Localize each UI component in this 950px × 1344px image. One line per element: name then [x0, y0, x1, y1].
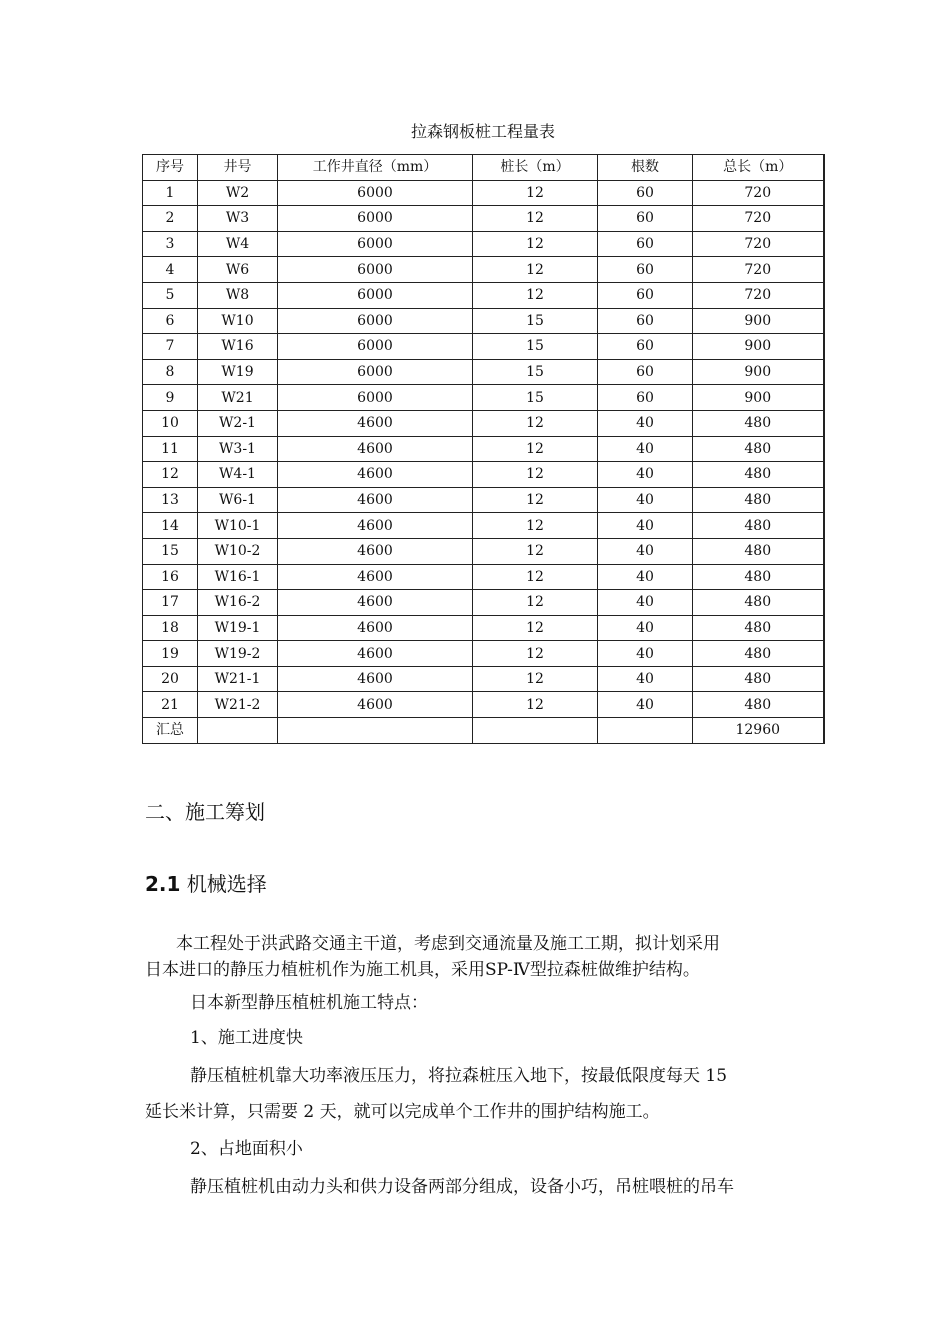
table-cell: 12 [473, 538, 598, 564]
table-cell: 4600 [278, 641, 473, 667]
table-cell: 40 [598, 564, 693, 590]
table-cell: 60 [598, 231, 693, 257]
table-cell: W6-1 [198, 487, 278, 513]
table-cell: 12 [473, 462, 598, 488]
table-cell: 4600 [278, 666, 473, 692]
table-row [143, 692, 824, 718]
table-cell: 480 [693, 487, 824, 513]
table-cell: 900 [693, 385, 824, 411]
table-cell: 1 [143, 180, 198, 206]
table-cell: 19 [143, 641, 198, 667]
table-cell [198, 718, 278, 744]
table-row [143, 231, 824, 257]
table-row [143, 462, 824, 488]
table-cell: 9 [143, 385, 198, 411]
table-row [143, 308, 824, 334]
table-title: 拉森钢板桩工程量表 [410, 122, 555, 141]
table-cell: 15 [143, 538, 198, 564]
table-cell: 40 [598, 666, 693, 692]
table-cell: 6000 [278, 257, 473, 283]
table-cell: 4600 [278, 436, 473, 462]
table-row [143, 641, 824, 667]
table-cell: 15 [473, 359, 598, 385]
table-cell: 4600 [278, 590, 473, 616]
table-cell: 12 [473, 590, 598, 616]
table-cell: 6000 [278, 359, 473, 385]
table-row [143, 487, 824, 513]
table-row [143, 590, 824, 616]
table-cell: 16 [143, 564, 198, 590]
subsection-title: 机械选择 [186, 872, 267, 896]
table-cell: W6 [198, 257, 278, 283]
table-cell: 40 [598, 462, 693, 488]
table-cell: 5 [143, 282, 198, 308]
table-cell: 13 [143, 487, 198, 513]
table-cell: W3 [198, 206, 278, 232]
table-cell: 6000 [278, 180, 473, 206]
table-row [143, 513, 824, 539]
table-cell [473, 718, 598, 744]
list-item-title: 1、施工进度快 [190, 1028, 303, 1048]
table-header-row [143, 155, 824, 181]
table-cell: W2 [198, 180, 278, 206]
table-cell: 480 [693, 410, 824, 436]
table-cell: 6000 [278, 385, 473, 411]
table-cell: 12 [473, 410, 598, 436]
table-cell: 40 [598, 641, 693, 667]
table-row [143, 180, 824, 206]
table-row [143, 615, 824, 641]
table-cell: 900 [693, 334, 824, 360]
table-cell: 6000 [278, 282, 473, 308]
table-cell: 18 [143, 615, 198, 641]
table-cell: W19-2 [198, 641, 278, 667]
header-cell: 序号 [143, 155, 198, 181]
table-cell: W16-1 [198, 564, 278, 590]
paragraph-line: 延长米计算，只需要 2 天，就可以完成单个工作井的围护结构施工。 [145, 1102, 660, 1122]
table-row [143, 436, 824, 462]
header-cell: 总长（m） [693, 155, 824, 181]
table-cell: 12960 [693, 718, 824, 744]
table-cell: 720 [693, 257, 824, 283]
table-cell: 12 [473, 513, 598, 539]
table-cell: W8 [198, 282, 278, 308]
table-cell: 4600 [278, 410, 473, 436]
table-cell: W4-1 [198, 462, 278, 488]
table-cell: 4600 [278, 564, 473, 590]
table-cell: 12 [473, 692, 598, 718]
table-cell: 6000 [278, 206, 473, 232]
table-row [143, 206, 824, 232]
table-cell: 40 [598, 487, 693, 513]
table-cell: 480 [693, 513, 824, 539]
table-row [143, 282, 824, 308]
table-cell: W21-1 [198, 666, 278, 692]
table-cell: 3 [143, 231, 198, 257]
subsection-heading [145, 870, 267, 898]
table-cell: 7 [143, 334, 198, 360]
table-cell: 12 [143, 462, 198, 488]
paragraph-line: 静压植桩机由动力头和供力设备两部分组成，设备小巧，吊桩喂桩的吊车 [190, 1177, 734, 1197]
header-cell: 井号 [198, 155, 278, 181]
table-cell: 12 [473, 180, 598, 206]
table-cell: 480 [693, 692, 824, 718]
table-cell: 60 [598, 385, 693, 411]
table-cell: 12 [473, 487, 598, 513]
table-cell: 12 [473, 282, 598, 308]
table-cell: 40 [598, 513, 693, 539]
table-cell: 480 [693, 564, 824, 590]
table-cell: W19-1 [198, 615, 278, 641]
table-cell: W21 [198, 385, 278, 411]
table-cell: 8 [143, 359, 198, 385]
table-cell: 4600 [278, 513, 473, 539]
table-cell: 4600 [278, 615, 473, 641]
table-cell: W16-2 [198, 590, 278, 616]
table-cell: 15 [473, 385, 598, 411]
quantity-table [142, 154, 825, 744]
table-row [143, 257, 824, 283]
table-row [143, 564, 824, 590]
table-cell: 720 [693, 282, 824, 308]
table-cell: 2 [143, 206, 198, 232]
table-row [143, 410, 824, 436]
table-cell: 21 [143, 692, 198, 718]
table-cell: 4600 [278, 487, 473, 513]
table-cell: 40 [598, 436, 693, 462]
table-row [143, 666, 824, 692]
table-cell: 14 [143, 513, 198, 539]
table-cell: 4600 [278, 538, 473, 564]
table-cell: W16 [198, 334, 278, 360]
table-row [143, 385, 824, 411]
table-cell: 720 [693, 206, 824, 232]
table-cell: 6000 [278, 334, 473, 360]
table-cell: 汇总 [143, 718, 198, 744]
table-cell: 720 [693, 180, 824, 206]
table-cell: 60 [598, 359, 693, 385]
table-cell: 12 [473, 436, 598, 462]
paragraph-line: 日本新型静压植桩机施工特点： [190, 993, 428, 1013]
table-cell: 12 [473, 666, 598, 692]
table-cell: 60 [598, 334, 693, 360]
table-cell: W21-2 [198, 692, 278, 718]
table-cell: 60 [598, 206, 693, 232]
table-cell: 720 [693, 231, 824, 257]
table-cell: 40 [598, 410, 693, 436]
table-cell: W19 [198, 359, 278, 385]
table-cell: 60 [598, 180, 693, 206]
table-cell: 11 [143, 436, 198, 462]
header-cell: 根数 [598, 155, 693, 181]
table-cell: 12 [473, 615, 598, 641]
table-cell: 10 [143, 410, 198, 436]
table-cell: 6000 [278, 308, 473, 334]
table-cell: 15 [473, 308, 598, 334]
list-item-title: 2、占地面积小 [190, 1139, 303, 1159]
table-cell: 12 [473, 641, 598, 667]
table-cell: 60 [598, 257, 693, 283]
table-cell: 480 [693, 538, 824, 564]
table-cell: 15 [473, 334, 598, 360]
table-total-row [143, 718, 824, 744]
table-cell: 480 [693, 641, 824, 667]
paragraph-line: 本工程处于洪武路交通主干道，考虑到交通流量及施工工期，拟计划采用 [176, 934, 720, 954]
table-cell: 4600 [278, 462, 473, 488]
table-row [143, 538, 824, 564]
table-cell: W2-1 [198, 410, 278, 436]
table-cell [598, 718, 693, 744]
table-cell: 6 [143, 308, 198, 334]
table-cell: 12 [473, 231, 598, 257]
paragraph-line: 日本进口的静压力植桩机作为施工机具，采用SP-Ⅳ型拉森桩做维护结构。 [145, 960, 700, 980]
table-cell: W4 [198, 231, 278, 257]
table-cell: 60 [598, 282, 693, 308]
table-cell: 20 [143, 666, 198, 692]
table-cell: 12 [473, 206, 598, 232]
table-cell: 480 [693, 462, 824, 488]
table-cell [278, 718, 473, 744]
table-cell: 40 [598, 615, 693, 641]
subsection-number: 2.1 [145, 872, 181, 896]
table-cell: 4600 [278, 692, 473, 718]
table-cell: 40 [598, 538, 693, 564]
table-row [143, 334, 824, 360]
table-cell: 60 [598, 308, 693, 334]
table-cell: 40 [598, 590, 693, 616]
table-cell: 4 [143, 257, 198, 283]
table-cell: W3-1 [198, 436, 278, 462]
table-cell: W10-2 [198, 538, 278, 564]
table-cell: 480 [693, 615, 824, 641]
section-heading: 二、施工筹划 [145, 800, 265, 824]
table-cell: W10 [198, 308, 278, 334]
table-cell: 12 [473, 257, 598, 283]
paragraph-line: 静压植桩机靠大功率液压压力，将拉森桩压入地下，按最低限度每天 15 [190, 1066, 728, 1086]
table-cell: 900 [693, 359, 824, 385]
table-cell: 900 [693, 308, 824, 334]
table-cell: 17 [143, 590, 198, 616]
table-cell: 480 [693, 590, 824, 616]
header-cell: 桩长（m） [473, 155, 598, 181]
table-cell: W10-1 [198, 513, 278, 539]
table-row [143, 359, 824, 385]
table-cell: 6000 [278, 231, 473, 257]
table-cell: 12 [473, 564, 598, 590]
table-cell: 480 [693, 436, 824, 462]
header-cell: 工作井直径（mm） [278, 155, 473, 181]
table-cell: 480 [693, 666, 824, 692]
table-cell: 40 [598, 692, 693, 718]
